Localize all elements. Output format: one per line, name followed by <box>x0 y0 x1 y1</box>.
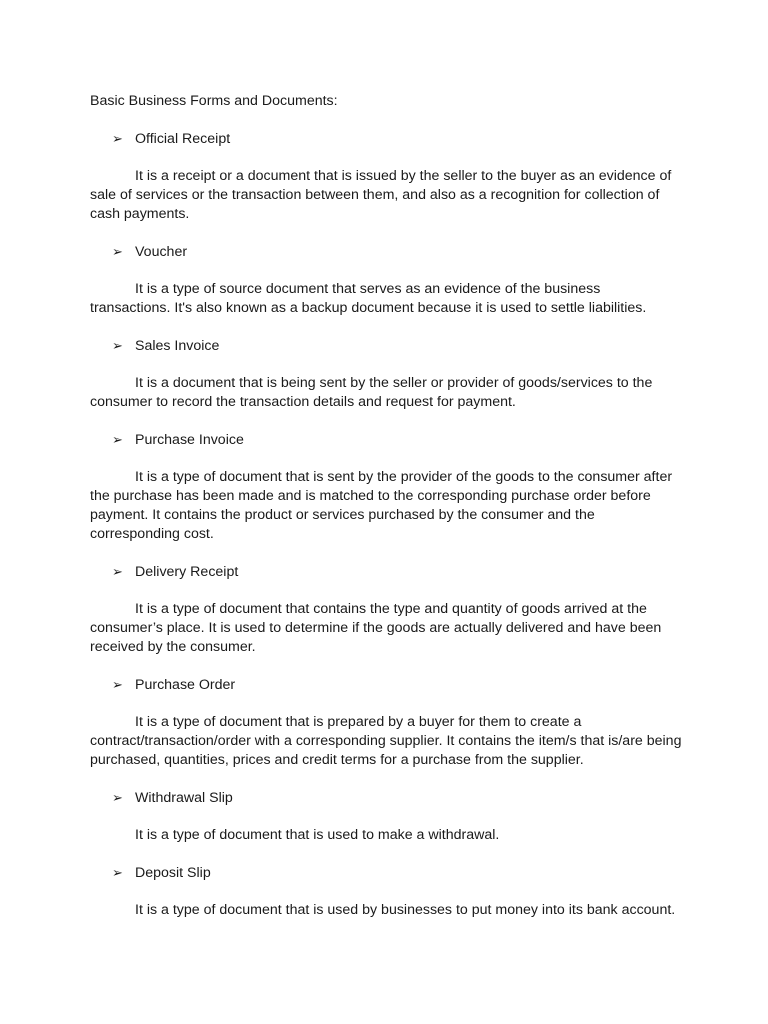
entry-heading: Official Receipt <box>135 131 231 147</box>
document-entries <box>90 130 682 920</box>
entry-heading: Voucher <box>135 244 188 260</box>
entry-description: It is a type of document that is sent by the provider of the goods to the consumer after the purchase has been made and is matched to the corresponding purchase order before payment. It contains the product or services purchased by the consumer and the corresponding cost. <box>90 469 673 542</box>
entry-heading: Purchase Order <box>135 677 236 693</box>
arrowhead-bullet-icon: ➢ <box>112 132 123 147</box>
document-entry <box>90 431 682 544</box>
entry-heading-line <box>90 563 682 582</box>
entry-heading: Delivery Receipt <box>135 564 239 580</box>
document-entry <box>90 563 682 657</box>
entry-heading-line <box>90 337 682 356</box>
arrowhead-bullet-icon: ➢ <box>112 565 123 580</box>
document-entry <box>90 676 682 770</box>
document-entry <box>90 789 682 845</box>
arrowhead-bullet-icon: ➢ <box>112 866 123 881</box>
document-entry <box>90 337 682 412</box>
entry-heading: Withdrawal Slip <box>135 790 233 806</box>
entry-description: It is a document that is being sent by the seller or provider of goods/services to the consumer to record the transaction details and request for payment. <box>90 375 653 410</box>
entry-description: It is a type of document that is used to make a withdrawal. <box>135 827 500 843</box>
entry-description: It is a type of document that contains the type and quantity of goods arrived at the consumer’s place. It is used to determine if the goods are actually delivered and have been received by the consumer. <box>90 601 662 655</box>
entry-description: It is a type of document that is prepared by a buyer for them to create a contract/transaction/order with a corresponding supplier. It contains the item/s that is/are being purchased, quantities, prices and credit terms for a purchase from the supplier. <box>90 714 682 768</box>
entry-heading: Purchase Invoice <box>135 432 244 448</box>
entry-heading-line <box>90 864 682 883</box>
document-entry <box>90 130 682 224</box>
entry-description: It is a receipt or a document that is issued by the seller to the buyer as an evidence of sale of services or the transaction between them, and also as a recognition for collection of cash payments. <box>90 168 672 222</box>
entry-heading-line <box>90 130 682 149</box>
entry-heading-line <box>90 676 682 695</box>
entry-heading-line <box>90 431 682 450</box>
document-entry <box>90 864 682 920</box>
entry-description: It is a type of document that is used by businesses to put money into its bank account. <box>135 902 676 918</box>
entry-heading: Sales Invoice <box>135 338 220 354</box>
entry-description: It is a type of source document that serves as an evidence of the business transactions. It's also known as a backup document because it is used to settle liabilities. <box>90 281 647 316</box>
document-title: Basic Business Forms and Documents: <box>90 93 338 109</box>
arrowhead-bullet-icon: ➢ <box>112 339 123 354</box>
entry-heading: Deposit Slip <box>135 865 211 881</box>
entry-heading-line <box>90 243 682 262</box>
arrowhead-bullet-icon: ➢ <box>112 678 123 693</box>
document-entry <box>90 243 682 318</box>
entry-heading-line <box>90 789 682 808</box>
arrowhead-bullet-icon: ➢ <box>112 791 123 806</box>
arrowhead-bullet-icon: ➢ <box>112 245 123 260</box>
arrowhead-bullet-icon: ➢ <box>112 433 123 448</box>
